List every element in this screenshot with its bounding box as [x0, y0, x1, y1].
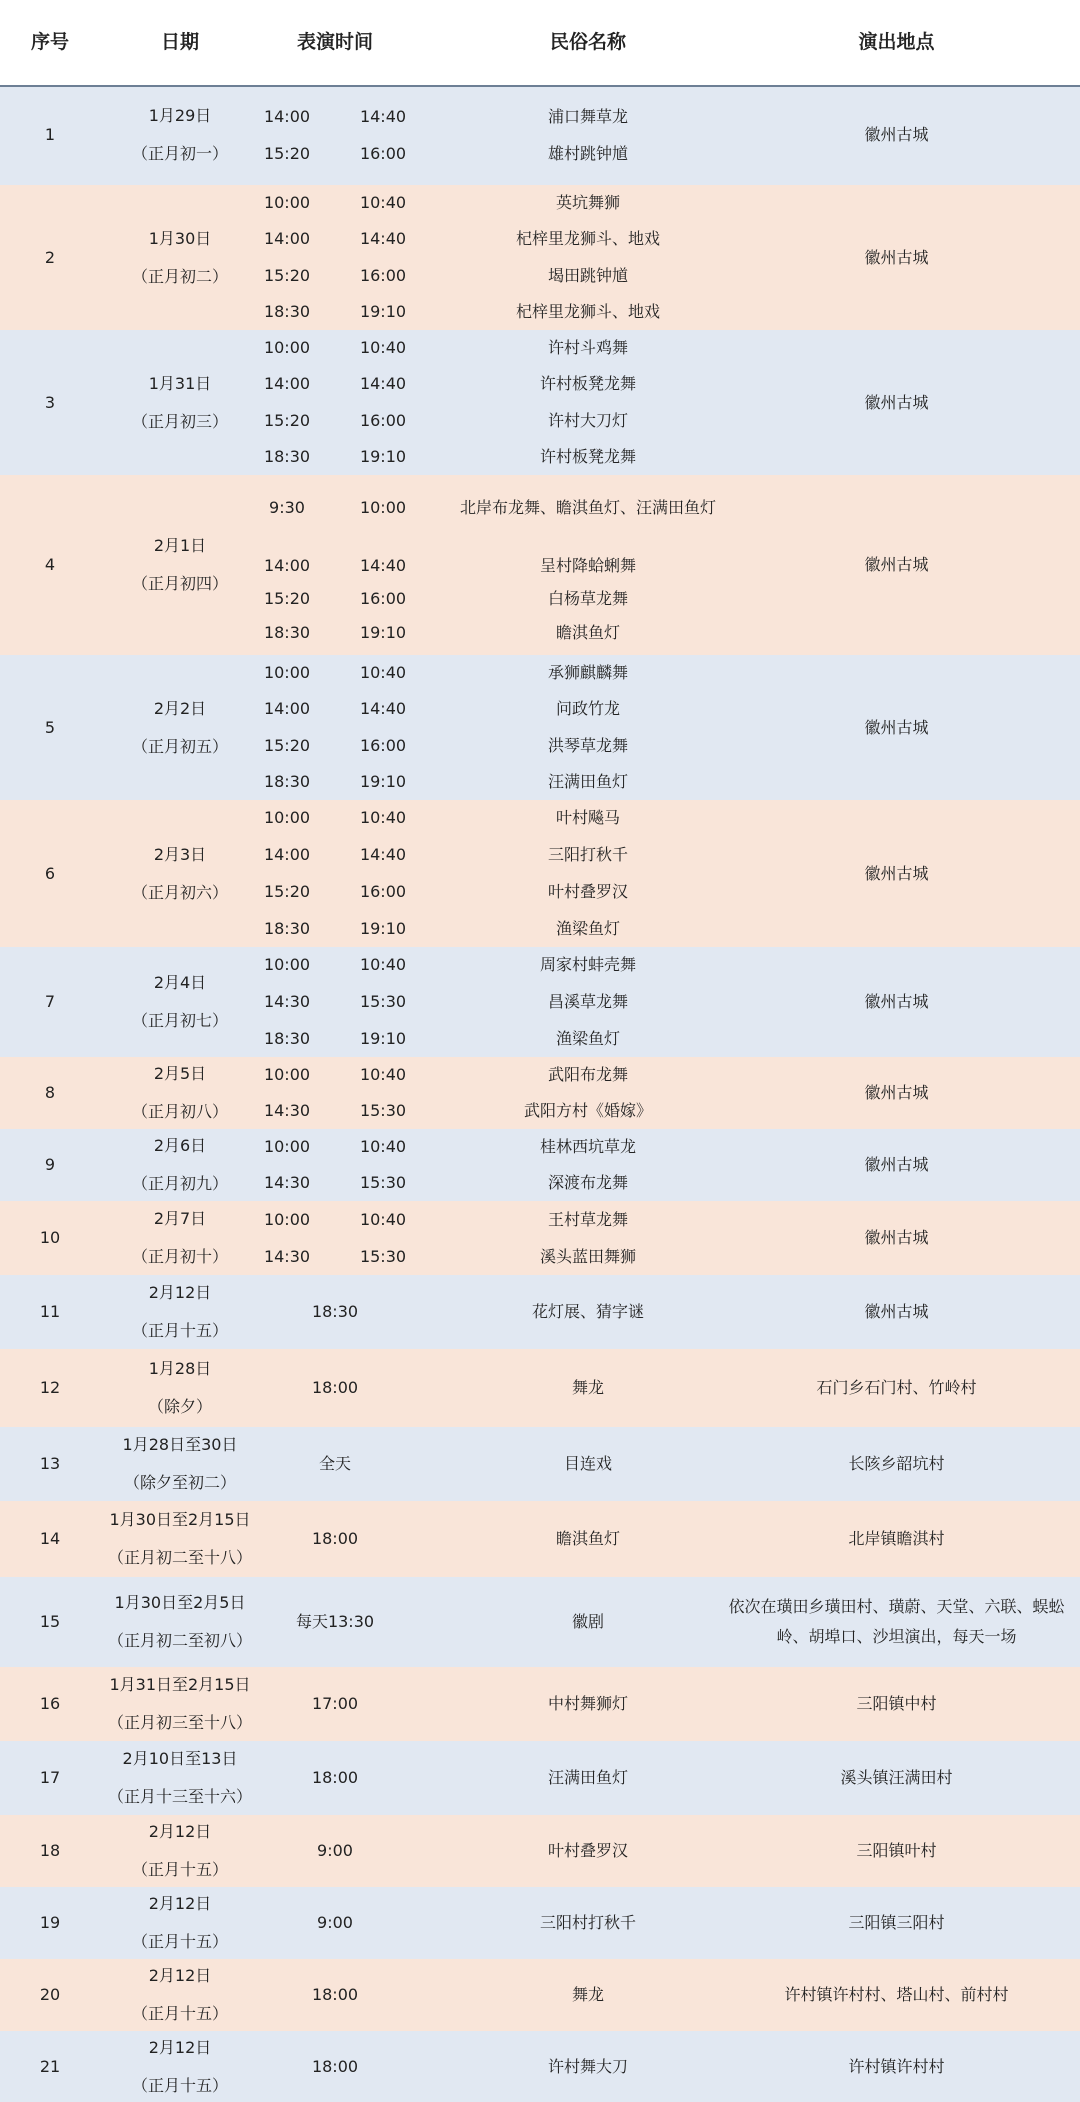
row-start-time: 10:00 — [263, 338, 311, 357]
row-place: 徽州古城 — [864, 863, 929, 883]
row-place: 徽州古城 — [864, 555, 929, 574]
row-folk-name: 瞻淇鱼灯 — [555, 623, 620, 642]
row-folk-name: 舞龙 — [571, 1985, 604, 2004]
row-end-time: 10:40 — [359, 663, 407, 682]
row-start-time: 10:00 — [263, 663, 311, 682]
row-place: 徽州古城 — [864, 1083, 929, 1102]
row-lunar-date: （正月初七） — [131, 1011, 228, 1030]
row-folk-name: 目连戏 — [563, 1454, 612, 1473]
row-number: 10 — [39, 1228, 61, 1247]
row-date: 1月28日至30日 — [122, 1435, 238, 1454]
row-folk-name: 溪头蓝田舞狮 — [539, 1246, 636, 1266]
row-end-time: 16:00 — [359, 143, 407, 163]
row-number: 6 — [44, 863, 56, 883]
row-time: 18:00 — [311, 1768, 359, 1787]
row-lunar-date: （正月十五） — [131, 2004, 228, 2023]
row-folk-name: 徽剧 — [571, 1612, 604, 1631]
row-number: 20 — [39, 1985, 61, 2004]
row-date: 2月12日 — [148, 1822, 212, 1841]
row-number: 14 — [39, 1529, 61, 1548]
row-folk-name: 花灯展、猜字谜 — [531, 1302, 644, 1321]
row-date: 2月2日 — [153, 698, 207, 718]
row-number: 18 — [39, 1841, 61, 1860]
row-place: 徽州古城 — [864, 247, 929, 267]
row-time: 17:00 — [311, 1694, 359, 1713]
row-start-time: 18:30 — [263, 919, 311, 938]
row-number: 19 — [39, 1913, 61, 1932]
row-time: 18:00 — [311, 1529, 359, 1548]
row-start-time: 10:00 — [263, 955, 311, 974]
row-lunar-date: （正月初一） — [131, 144, 228, 163]
row-number: 2 — [44, 247, 56, 267]
row-number: 1 — [44, 125, 56, 144]
row-end-time: 19:10 — [359, 302, 407, 321]
row-place: 徽州古城 — [864, 125, 929, 144]
row-lunar-date: （正月初八） — [131, 1102, 228, 1121]
row-folk-name: 中村舞狮灯 — [547, 1694, 628, 1713]
row-end-time: 16:00 — [359, 265, 407, 285]
row-end-time: 16:00 — [359, 882, 407, 901]
row-date: 2月4日 — [153, 973, 207, 992]
row-end-time: 10:00 — [359, 498, 407, 517]
row-start-time: 15:20 — [263, 589, 311, 608]
row-place: 三阳镇中村 — [856, 1694, 937, 1713]
row-time: 18:30 — [311, 1302, 359, 1321]
header-time: 表演时间 — [296, 31, 373, 53]
row-place: 三阳镇三阳村 — [848, 1913, 945, 1932]
row-start-time: 18:30 — [263, 1029, 311, 1048]
row-number: 5 — [44, 717, 56, 737]
row-end-time: 14:40 — [359, 556, 407, 575]
row-folk-name: 杞梓里龙狮斗、地戏 — [515, 302, 660, 321]
row-place: 徽州古城 — [864, 717, 929, 737]
row-number: 9 — [44, 1155, 56, 1174]
row-end-time: 15:30 — [359, 1246, 407, 1266]
header-place: 演出地点 — [858, 31, 935, 53]
row-place: 北岸镇瞻淇村 — [848, 1529, 945, 1548]
row-place: 石门乡石门村、竹岭村 — [816, 1378, 977, 1397]
row-end-time: 16:00 — [359, 589, 407, 608]
row-end-time: 10:40 — [359, 338, 407, 357]
row-start-time: 18:30 — [263, 302, 311, 321]
row-lunar-date: （正月十五） — [131, 2075, 228, 2095]
row-start-time: 14:00 — [263, 699, 311, 719]
row-number: 16 — [39, 1694, 61, 1713]
row-folk-name: 呈村降蛤蜊舞 — [539, 556, 636, 575]
row-folk-name: 叶村叠罗汉 — [547, 882, 628, 901]
header-no: 序号 — [30, 31, 69, 53]
row-end-time: 14:40 — [359, 229, 407, 249]
row-folk-name: 堨田跳钟馗 — [547, 265, 628, 285]
row-lunar-date: （正月十五） — [131, 1860, 228, 1879]
row-end-time: 19:10 — [359, 447, 407, 466]
row-time: 9:00 — [317, 1841, 353, 1860]
row-folk-name: 洪琴草龙舞 — [547, 735, 628, 755]
row-time: 全天 — [318, 1454, 351, 1473]
row-end-time: 14:40 — [359, 106, 407, 126]
row-date: 1月31日至2月15日 — [109, 1675, 251, 1694]
row-end-time: 19:10 — [359, 772, 407, 791]
row-lunar-date: （正月初四） — [131, 574, 228, 593]
row-folk-name: 深渡布龙舞 — [547, 1173, 628, 1192]
row-folk-name: 渔梁鱼灯 — [555, 1029, 620, 1048]
row-folk-name: 瞻淇鱼灯 — [555, 1529, 620, 1548]
row-folk-name: 英坑舞狮 — [555, 193, 620, 212]
row-end-time: 19:10 — [359, 919, 407, 938]
row-number: 12 — [39, 1378, 61, 1397]
row-start-time: 14:30 — [263, 1246, 311, 1266]
row-end-time: 15:30 — [359, 992, 407, 1011]
row-number: 11 — [39, 1302, 61, 1321]
row-start-time: 18:30 — [263, 623, 311, 642]
row-folk-name: 三阳打秋千 — [547, 845, 628, 864]
row-lunar-date: （正月初三） — [131, 411, 228, 431]
row-folk-name: 承狮麒麟舞 — [547, 663, 628, 682]
row-folk-name: 叶村叠罗汉 — [547, 1841, 628, 1860]
row-folk-name: 浦口舞草龙 — [547, 106, 628, 126]
row-time: 18:00 — [311, 2056, 359, 2076]
row-lunar-date: （正月初九） — [131, 1174, 228, 1193]
row-end-time: 16:00 — [359, 410, 407, 430]
row-end-time: 10:40 — [359, 1065, 407, 1084]
row-lunar-date: （正月初六） — [131, 882, 228, 902]
row-end-time: 14:40 — [359, 699, 407, 719]
row-end-time: 14:40 — [359, 374, 407, 394]
row-date: 1月29日 — [148, 106, 212, 125]
row-start-time: 14:30 — [263, 992, 311, 1011]
row-start-time: 14:00 — [263, 106, 311, 126]
row-place: 徽州古城 — [864, 1228, 929, 1247]
row-place: 徽州古城 — [864, 992, 929, 1011]
row-folk-name: 许村板凳龙舞 — [539, 374, 636, 394]
row-end-time: 10:40 — [359, 1209, 407, 1229]
row-lunar-date: （除夕） — [147, 1397, 212, 1416]
row-folk-name: 汪满田鱼灯 — [547, 772, 628, 791]
row-end-time: 10:40 — [359, 193, 407, 212]
row-place: 溪头镇汪满田村 — [840, 1768, 953, 1787]
row-start-time: 15:20 — [263, 143, 311, 163]
row-start-time: 18:30 — [263, 772, 311, 791]
table-header — [0, 0, 1080, 87]
row-folk-name: 许村斗鸡舞 — [547, 338, 628, 357]
row-date: 1月30日至2月15日 — [109, 1510, 251, 1529]
row-folk-name: 桂林西坑草龙 — [539, 1137, 636, 1156]
row-number: 3 — [44, 392, 56, 412]
row-start-time: 9:30 — [269, 498, 305, 517]
row-lunar-date: （正月十五） — [131, 1932, 228, 1951]
row-date: 2月12日 — [148, 1966, 212, 1985]
row-start-time: 10:00 — [263, 808, 311, 827]
row-date: 2月7日 — [153, 1209, 207, 1228]
row-place: 依次在璜田乡璜田村、璜蔚、天堂、六联、蜈蚣岭、胡埠口、沙坦演出，每天一场 — [728, 1597, 1065, 1646]
row-lunar-date: （正月十五） — [131, 1321, 228, 1340]
row-folk-name: 叶村飚马 — [555, 808, 620, 827]
row-folk-name: 问政竹龙 — [555, 699, 620, 719]
row-end-time: 16:00 — [359, 735, 407, 755]
header-date: 日期 — [160, 31, 199, 53]
row-time: 18:00 — [311, 1378, 359, 1397]
row-start-time: 15:20 — [263, 265, 311, 285]
row-number: 13 — [39, 1454, 61, 1473]
row-start-time: 10:00 — [263, 1137, 311, 1156]
row-folk-name: 白杨草龙舞 — [547, 589, 628, 608]
row-start-time: 10:00 — [263, 193, 311, 212]
row-end-time: 10:40 — [359, 955, 407, 974]
row-number: 7 — [44, 992, 56, 1011]
row-folk-name: 许村板凳龙舞 — [539, 447, 636, 466]
row-end-time: 19:10 — [359, 623, 407, 642]
row-date: 2月10日至13日 — [122, 1749, 238, 1768]
row-end-time: 14:40 — [359, 845, 407, 864]
row-date: 2月12日 — [148, 1894, 212, 1913]
row-lunar-date: （正月十三至十六） — [107, 1787, 252, 1806]
row-place: 徽州古城 — [864, 1302, 929, 1321]
row-place: 三阳镇叶村 — [856, 1841, 937, 1860]
row-place: 长陔乡韶坑村 — [848, 1454, 945, 1473]
row-lunar-date: （正月初二至十八） — [107, 1548, 252, 1567]
row-date: 2月3日 — [153, 844, 207, 864]
row-end-time: 10:40 — [359, 1137, 407, 1156]
row-lunar-date: （正月初三至十八） — [107, 1713, 252, 1732]
row-start-time: 10:00 — [263, 1209, 311, 1229]
row-folk-name: 许村大刀灯 — [547, 410, 628, 430]
row-date: 2月12日 — [148, 2037, 212, 2057]
row-date: 2月6日 — [153, 1136, 207, 1155]
row-time: 每天13:30 — [295, 1612, 375, 1631]
row-lunar-date: （正月初二至初八） — [107, 1631, 252, 1650]
row-folk-name: 武阳布龙舞 — [547, 1065, 628, 1084]
row-start-time: 14:00 — [263, 845, 311, 864]
row-place: 许村镇许村村 — [848, 2056, 945, 2076]
row-folk-name: 渔梁鱼灯 — [555, 919, 620, 938]
row-time: 9:00 — [317, 1913, 353, 1932]
row-date: 1月30日至2月5日 — [114, 1593, 246, 1612]
row-place: 许村镇许村村、塔山村、前村村 — [784, 1985, 1009, 2004]
row-lunar-date: （正月初五） — [131, 736, 228, 756]
row-end-time: 15:30 — [359, 1173, 407, 1192]
row-start-time: 14:00 — [263, 374, 311, 394]
row-number: 8 — [44, 1083, 56, 1102]
row-folk-name: 杞梓里龙狮斗、地戏 — [515, 229, 660, 249]
row-place: 徽州古城 — [864, 392, 929, 412]
row-start-time: 10:00 — [263, 1065, 311, 1084]
row-folk-name: 武阳方村《婚嫁》 — [523, 1101, 652, 1120]
row-lunar-date: （正月初十） — [131, 1247, 228, 1266]
row-end-time: 19:10 — [359, 1029, 407, 1048]
row-date: 2月12日 — [148, 1283, 212, 1302]
row-folk-name: 许村舞大刀 — [547, 2056, 628, 2076]
row-end-time: 15:30 — [359, 1101, 407, 1120]
row-start-time: 14:30 — [263, 1101, 311, 1120]
row-folk-name: 三阳村打秋千 — [539, 1913, 636, 1932]
row-lunar-date: （正月初二） — [131, 266, 228, 286]
row-start-time: 14:00 — [263, 556, 311, 575]
row-number: 21 — [39, 2056, 61, 2076]
row-number: 4 — [44, 555, 56, 574]
row-date: 2月1日 — [153, 536, 207, 555]
row-number: 17 — [39, 1768, 61, 1787]
row-folk-name: 周家村蚌壳舞 — [539, 955, 636, 974]
row-folk-name: 雄村跳钟馗 — [547, 143, 628, 163]
row-folk-name: 北岸布龙舞、瞻淇鱼灯、汪满田鱼灯 — [459, 498, 716, 517]
row-time: 18:00 — [311, 1985, 359, 2004]
row-start-time: 15:20 — [263, 410, 311, 430]
row-start-time: 14:00 — [263, 229, 311, 249]
row-folk-name: 舞龙 — [571, 1378, 604, 1397]
row-date: 1月28日 — [148, 1359, 212, 1378]
row-folk-name: 汪满田鱼灯 — [547, 1768, 628, 1787]
header-name: 民俗名称 — [549, 31, 626, 53]
row-date: 1月31日 — [148, 373, 212, 393]
row-lunar-date: （除夕至初二） — [123, 1473, 236, 1492]
row-folk-name: 昌溪草龙舞 — [547, 992, 628, 1011]
row-date: 2月5日 — [153, 1064, 207, 1083]
row-place: 徽州古城 — [864, 1155, 929, 1174]
row-number: 15 — [39, 1612, 61, 1631]
row-end-time: 10:40 — [359, 808, 407, 827]
row-folk-name: 王村草龙舞 — [547, 1209, 628, 1229]
row-date: 1月30日 — [148, 228, 212, 248]
row-start-time: 15:20 — [263, 735, 311, 755]
row-start-time: 14:30 — [263, 1173, 311, 1192]
row-start-time: 18:30 — [263, 447, 311, 466]
row-start-time: 15:20 — [263, 882, 311, 901]
